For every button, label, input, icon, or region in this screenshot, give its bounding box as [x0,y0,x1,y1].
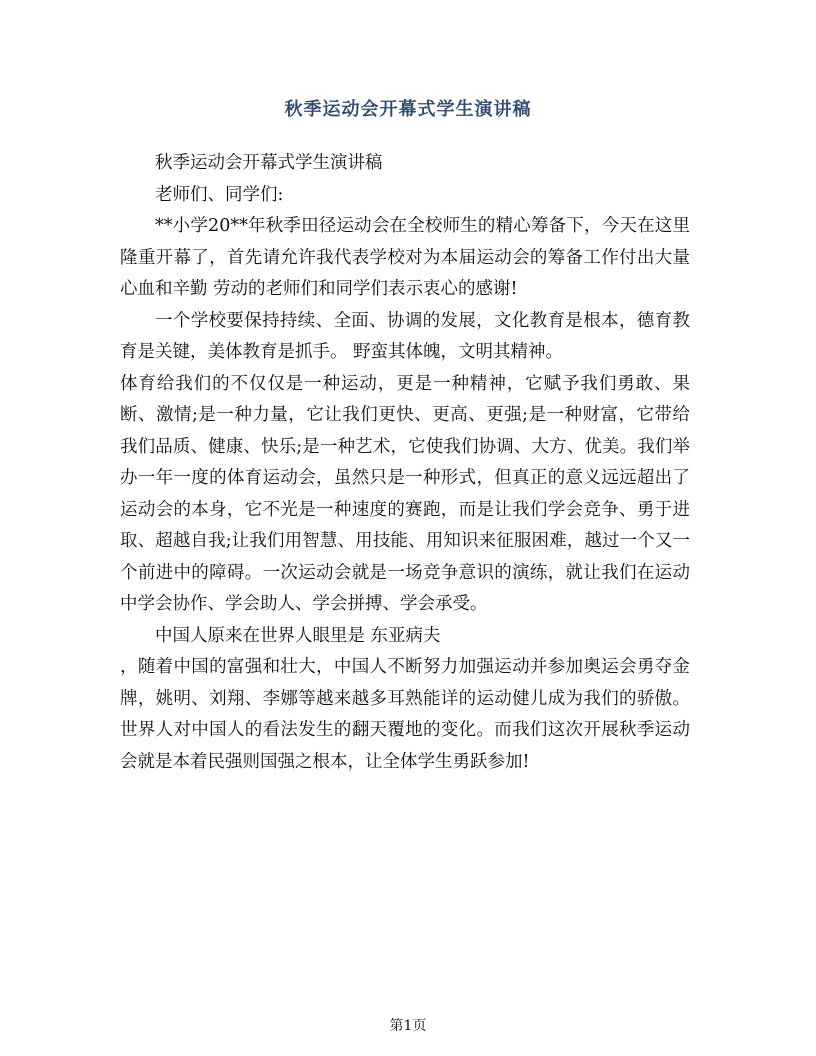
paragraph-china-intro: 中国人原来在世界人眼里是 东亚病夫 [155,625,441,646]
paragraph-china-rise: ，随着中国的富强和壮大，中国人不断努力加强运动并参加奥运会勇夺金牌，姚明、刘翔、李娜等越来越多耳熟能详的运动健儿成为我们的骄傲。世界人对中国人的看法发生的翻天覆地的变化。而我们这次开展秋季运动会就是本着民强则国强之根本，让全体学生勇跃参加! [120,657,690,772]
page-number: 第1页 [389,1018,427,1034]
paragraph-education: 一个学校要保持持续、全面、协调的发展，文化教育是根本，德育教育是关键，美体教育是抓手。 野蛮其体魄，文明其精神。 [120,310,690,362]
paragraph-salutation: 老师们、同学们: [155,184,284,205]
document-title: 秋季运动会开幕式学生演讲稿 [284,99,532,120]
paragraph-opening: **小学20**年秋季田径运动会在全校师生的精心筹备下，今天在这里隆重开幕了，首先请允许我代表学校对为本届运动会的筹备工作付出大量心血和辛勤 劳动的老师们和同学们表示衷心的感谢! [120,216,690,299]
document-body [120,148,690,778]
paragraph-heading-repeat: 秋季运动会开幕式学生演讲稿 [155,153,383,173]
paragraph-sports-spirit: 体育给我们的不仅仅是一种运动，更是一种精神，它赋予我们勇敢、果断、激情;是一种力量，它让我们更快、更高、更强;是一种财富，它带给我们品质、健康、快乐;是一种艺术，它使我们协调、大方、优美。我们举办一年一度的体育运动会，虽然只是一种形式，但真正的意义远远超出了运动会的本身，它不光是一种速度的赛跑，而是让我们学会竞争、勇于进取、超越自我;让我们用智慧、用技能、用知识来征服困难，越过一个又一个前进中的障碍。一次运动会就是一场竞争意识的演练，就让我们在运动中学会协作、学会助人、学会拼搏、学会承受。 [120,373,690,614]
